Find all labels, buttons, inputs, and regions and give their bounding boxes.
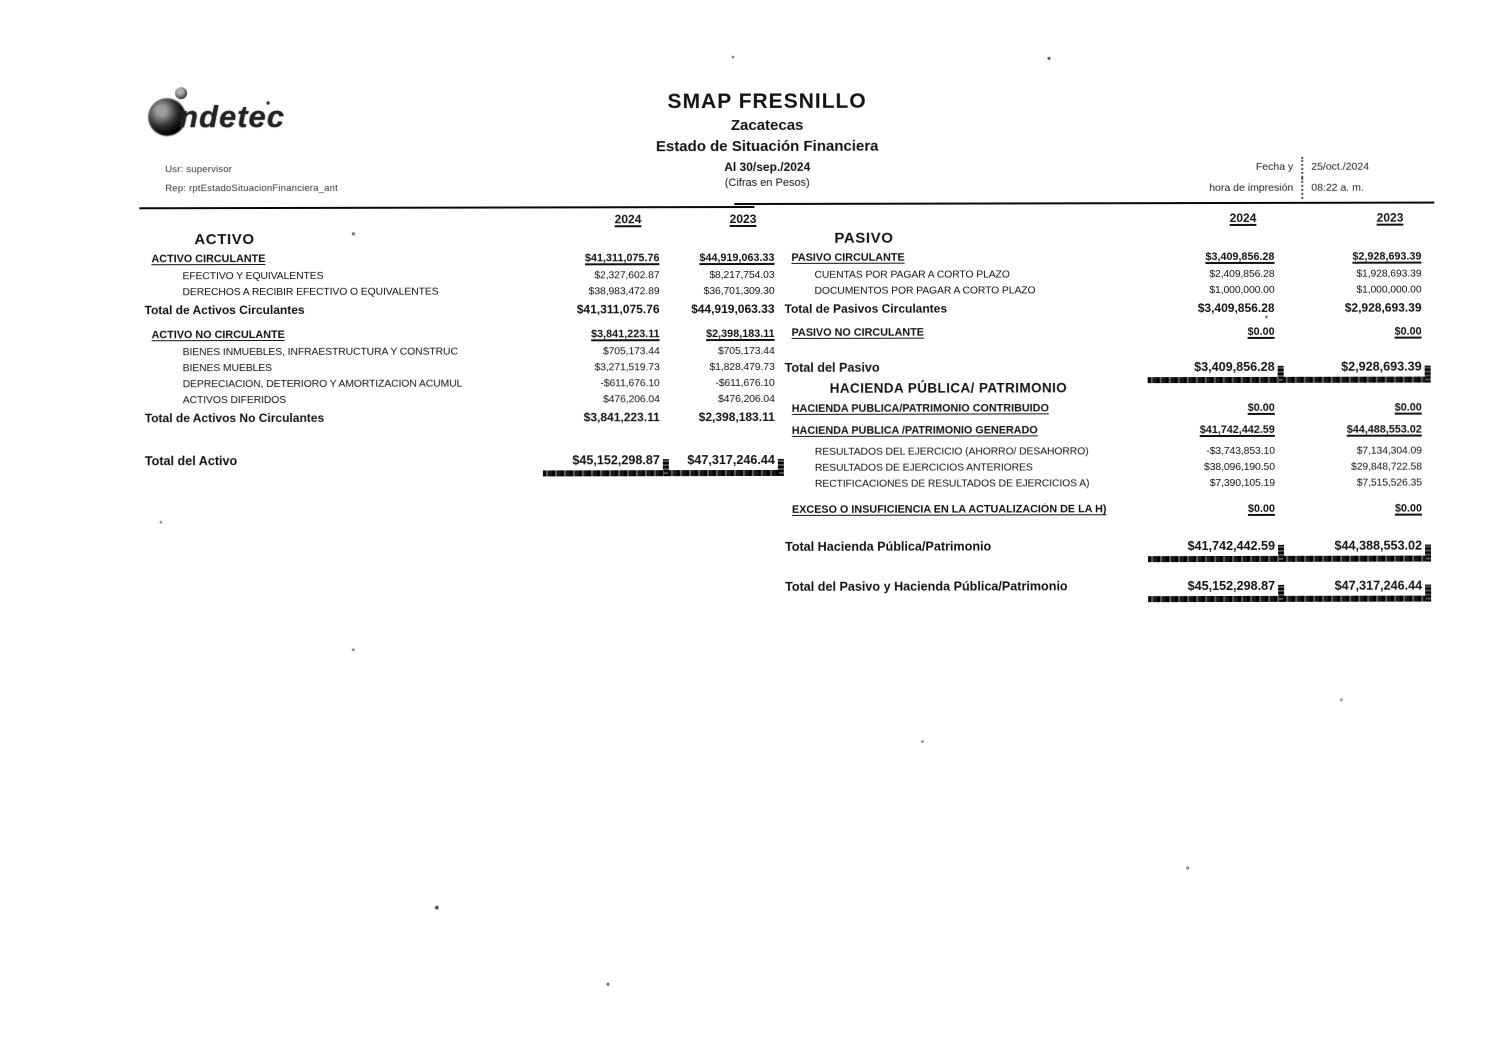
column-headers — [144, 212, 774, 231]
col-2023: 2023 — [1376, 210, 1404, 225]
table-row-total: Total de Pasivos Circulantes $3,409,856.28 $2,928,693.39 — [784, 300, 1422, 316]
table-row: PASIVO NO CIRCULANTE $0.00 $0.00 — [791, 325, 1422, 339]
table-row: ACTIVO NO CIRCULANTE $3,841,223.11 $2,398,183.11 — [151, 327, 775, 342]
table-row-grand-total: Total Hacienda Pública/Patrimonio $41,742,442.59 $44,388,553.02 — [785, 538, 1423, 554]
col-2024: 2024 — [614, 212, 642, 227]
table-row-grand-total: Total del Pasivo y Hacienda Pública/Patrimonio $45,152,298.87 $47,317,246.44 — [785, 578, 1423, 594]
col-2023: 2023 — [729, 211, 757, 227]
report-period: Al 30/sep./2024 — [724, 159, 811, 175]
table-row: CUENTAS POR PAGAR A CORTO PLAZO $2,409,856.28 $1,928,693.39 — [814, 268, 1422, 281]
col-2024: 2024 — [1229, 210, 1257, 225]
activo-table — [144, 212, 775, 474]
table-row: PASIVO CIRCULANTE $3,409,856.28 $2,928,693.39 — [791, 250, 1422, 264]
user-line: Usr: supervisor — [165, 164, 233, 176]
hacienda-title: HACIENDA PÚBLICA/ PATRIMONIO — [829, 380, 1068, 396]
indetec-dot-icon — [175, 87, 187, 99]
table-row: BIENES MUEBLES $3,271,519.73 $1,828,479.73 — [182, 361, 775, 375]
activo-title: ACTIVO — [194, 231, 255, 249]
indetec-logo — [149, 99, 285, 135]
table-row: HACIENDA PÚBLICA/PATRIMONIO CONTRIBUIDO $0.00 $0.00 — [791, 401, 1422, 415]
column-headers — [784, 211, 1421, 230]
table-row: BIENES INMUEBLES, INFRAESTRUCTURA Y CONSTRUC $705,173.44 $705,173.44 — [182, 345, 775, 359]
table-row: DERECHOS A RECIBIR EFECTIVO O EQUIVALENTES $38,983,472.89 $36,701,309.30 — [182, 285, 775, 299]
table-row: RESULTADOS DEL EJERCICIO (AHORRO/ DESAHORRO) -$3,743,853.10 $7,134,304.09 — [814, 445, 1422, 458]
fecha-label: Fecha y — [1255, 160, 1294, 173]
table-row: RESULTADOS DE EJERCICIOS ANTERIORES $38,096,190.50 $29,848,722.58 — [814, 461, 1422, 474]
header-rule-left — [139, 206, 754, 209]
report-title: Estado de Situación Financiera — [655, 137, 879, 156]
report-header — [656, 90, 879, 189]
table-row: DOCUMENTOS POR PAGAR A CORTO PLAZO $1,000,000.00 $1,000,000.00 — [814, 284, 1422, 297]
fecha-value: 25/oct./2024 — [1301, 157, 1396, 178]
pasivo-table — [784, 211, 1422, 600]
indetec-logo-text: ndetec — [179, 98, 286, 135]
scan-noise — [0, 2, 1, 4]
print-date-block — [1189, 157, 1396, 199]
header-rule-right — [734, 202, 1434, 205]
hora-value: 08:22 a. m. — [1301, 178, 1396, 199]
table-row-grand-total: Total del Activo $45,152,298.87 $47,317,246.44 — [144, 452, 775, 469]
table-row-total: Total de Activos No Circulantes $3,841,223.11 $2,398,183.11 — [144, 409, 775, 426]
table-row: RECTIFICACIONES DE RESULTADOS DE EJERCICIOS A) $7,390,105.19 $7,515,526.35 — [814, 477, 1422, 490]
pasivo-title: PASIVO — [834, 229, 894, 247]
table-row: DEPRECIACIÓN, DETERIORO Y AMORTIZACIÓN ACUMUL -$611,676.10 -$611,676.10 — [182, 377, 775, 391]
hora-label: hora de impresión — [1209, 181, 1294, 195]
report-line: Rep: rptEstadoSituacionFinanciera_ant — [165, 182, 338, 195]
table-row-grand-total: Total del Pasivo $3,409,856.28 $2,928,693.39 — [784, 359, 1422, 375]
table-row-total: Total de Activos Circulantes $41,311,075.76 $44,919,063.33 — [144, 301, 775, 318]
company-name: SMAP FRESNILLO — [667, 89, 867, 114]
cifras-note: (Cifras en Pesos) — [724, 176, 810, 190]
table-row: ACTIVOS DIFERIDOS $476,206.04 $476,206.04 — [182, 393, 775, 407]
table-row: HACIENDA PÚBLICA /PATRIMONIO GENERADO $41,742,442.59 $44,488,553.02 — [791, 423, 1422, 437]
table-row: EXCESO O INSUFICIENCIA EN LA ACTUALIZACIÓN DE LA H) $0.00 $0.00 — [791, 502, 1422, 516]
table-row: ACTIVO CIRCULANTE $41,311,075.76 $44,919,063.33 — [151, 251, 775, 266]
table-row: EFECTIVO Y EQUIVALENTES $2,327,602.87 $8,217,754.03 — [182, 269, 775, 283]
state-name: Zacatecas — [730, 116, 804, 135]
